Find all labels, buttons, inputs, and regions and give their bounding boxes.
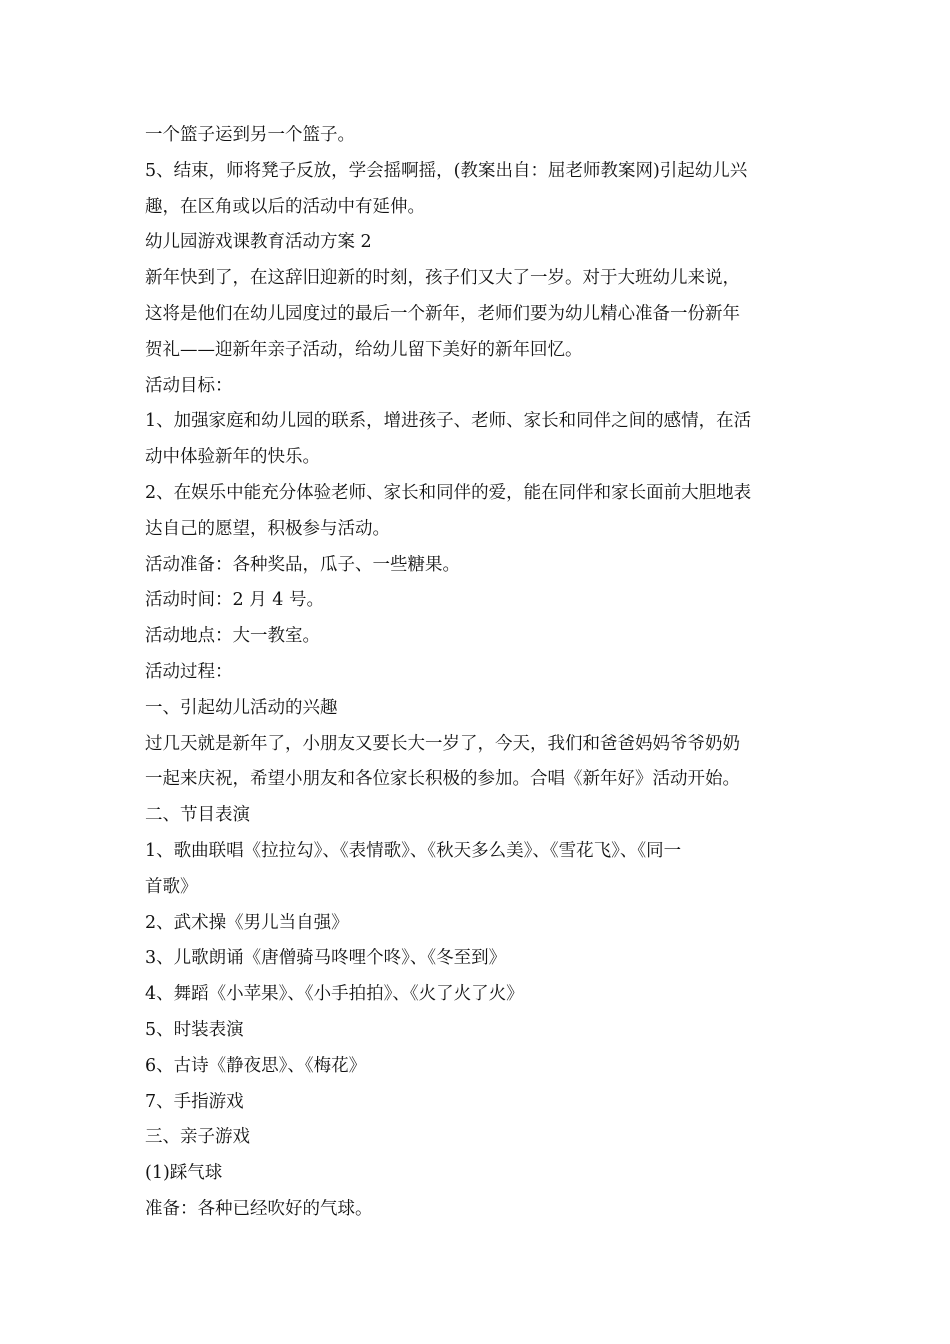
text-line: 过几天就是新年了，小朋友又要长大一岁了，今天，我们和爸爸妈妈爷爷奶奶 bbox=[145, 733, 740, 754]
text-line: 活动时间：2 月 4 号。 bbox=[145, 590, 324, 611]
text-line: 动中体验新年的快乐。 bbox=[145, 447, 320, 468]
text-line: 活动地点：大一教室。 bbox=[145, 626, 320, 647]
list-item: (1)踩气球 bbox=[145, 1163, 223, 1184]
text-line: 活动准备：各种奖品，瓜子、一些糖果。 bbox=[145, 554, 460, 575]
text-line: 新年快到了，在这辞旧迎新的时刻，孩子们又大了一岁。对于大班幼儿来说， bbox=[145, 268, 740, 289]
text-line: 一起来庆祝，希望小朋友和各位家长积极的参加。合唱《新年好》活动开始。 bbox=[145, 769, 740, 790]
list-item: 6、古诗《静夜思》、《梅花》 bbox=[145, 1055, 367, 1076]
subheading: 二、节目表演 bbox=[145, 805, 250, 826]
list-item: 5、时装表演 bbox=[145, 1019, 244, 1040]
text-line: 一个篮子运到另一个篮子。 bbox=[145, 125, 355, 145]
text-line: 首歌》 bbox=[145, 876, 198, 897]
text-line: 1、加强家庭和幼儿园的联系，增进孩子、老师、家长和同伴之间的感情，在活 bbox=[145, 411, 752, 432]
text-line: 趣，在区角或以后的活动中有延伸。 bbox=[145, 196, 425, 217]
text-line: 准备：各种已经吹好的气球。 bbox=[145, 1198, 373, 1219]
list-item: 2、武术操《男儿当自强》 bbox=[145, 912, 349, 933]
list-item: 1、歌曲联唱《拉拉勾》、《表情歌》、《秋天多么美》、《雪花飞》、《同一 bbox=[145, 840, 682, 861]
document-body bbox=[145, 118, 810, 1228]
list-item: 3、儿歌朗诵《唐僧骑马咚哩个咚》、《冬至到》 bbox=[145, 948, 507, 969]
subheading: 活动过程： bbox=[145, 661, 233, 682]
text-line: 贺礼——迎新年亲子活动，给幼儿留下美好的新年回忆。 bbox=[145, 339, 583, 360]
subheading: 一、引起幼儿活动的兴趣 bbox=[145, 697, 338, 718]
subheading: 三、亲子游戏 bbox=[145, 1127, 250, 1148]
list-item: 7、手指游戏 bbox=[145, 1091, 244, 1112]
text-line: 达自己的愿望，积极参与活动。 bbox=[145, 518, 390, 539]
section-heading: 幼儿园游戏课教育活动方案 2 bbox=[145, 232, 372, 253]
text-line: 5、结束，师将凳子反放，学会摇啊摇，(教案出自：屈老师教案网)引起幼儿兴 bbox=[145, 160, 748, 181]
list-item: 4、舞蹈《小苹果》、《小手拍拍》、《火了火了火》 bbox=[145, 984, 524, 1005]
text-line: 这将是他们在幼儿园度过的最后一个新年，老师们要为幼儿精心准备一份新年 bbox=[145, 303, 740, 324]
subheading: 活动目标： bbox=[145, 375, 233, 396]
text-line: 2、在娱乐中能充分体验老师、家长和同伴的爱，能在同伴和家长面前大胆地表 bbox=[145, 482, 752, 503]
